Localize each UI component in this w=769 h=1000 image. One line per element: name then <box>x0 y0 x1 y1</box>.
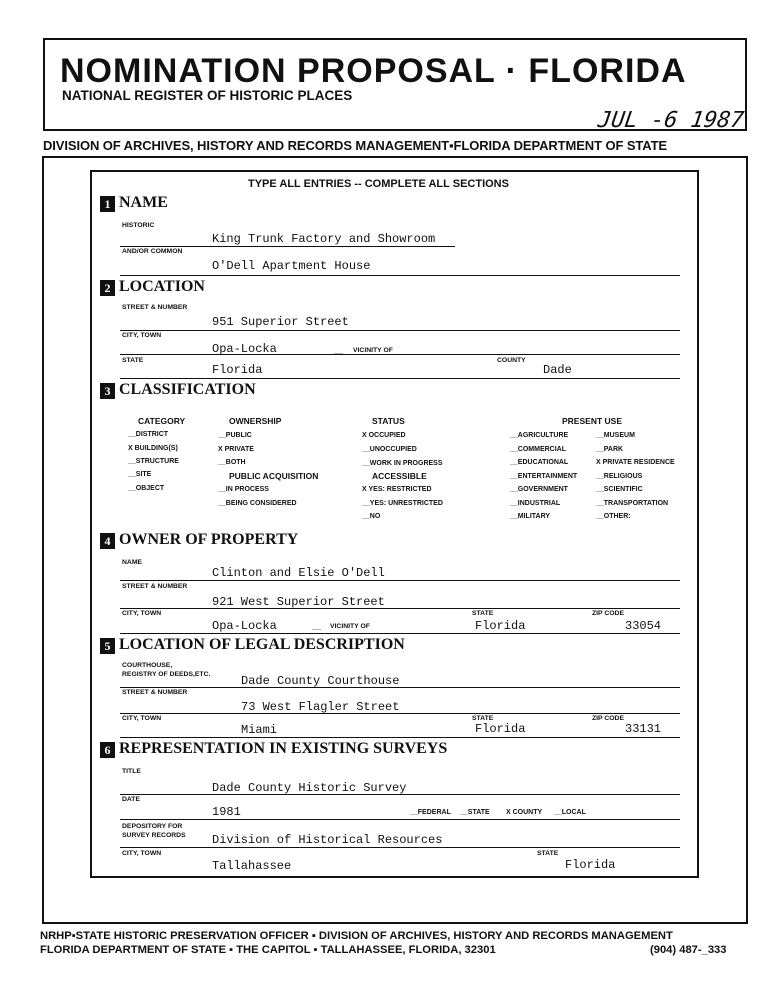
survey-state-field[interactable]: Florida <box>565 858 616 872</box>
category-option[interactable]: X BUILDING(S) <box>128 445 178 452</box>
owner-state-label: STATE <box>472 610 494 617</box>
rule <box>120 608 680 609</box>
accessible-option[interactable]: __YES: UNRESTRICTED <box>362 500 443 507</box>
rule <box>120 847 680 848</box>
category-option[interactable]: __SITE <box>128 471 152 478</box>
category-option[interactable]: __DISTRICT <box>128 431 169 438</box>
acquisition-option[interactable]: __IN PROCESS <box>218 486 269 493</box>
footer-phone: (904) 487-_333 <box>650 944 727 956</box>
legal-street-label: STREET & NUMBER <box>122 689 188 696</box>
owner-zip-label: ZIP CODE <box>592 610 624 617</box>
rule <box>120 354 680 355</box>
accessible-option[interactable]: __NO <box>362 513 381 520</box>
historic-label: HISTORIC <box>122 222 155 229</box>
section-6-number: 6 <box>100 742 115 758</box>
status-heading: STATUS <box>372 416 405 426</box>
vicinity-label: VICINITY OF <box>353 347 393 354</box>
form-inner-border <box>90 170 699 878</box>
present-use-option[interactable]: __MUSEUM <box>596 432 635 439</box>
rule <box>120 580 680 581</box>
section-6-title: REPRESENTATION IN EXISTING SURVEYS <box>119 740 448 757</box>
section-4-number: 4 <box>100 533 115 549</box>
date-stamp: JUL -6 1987 <box>596 108 746 133</box>
legal-state-label: STATE <box>472 715 494 722</box>
legal-state-field[interactable]: Florida <box>475 722 526 736</box>
present-use-option[interactable]: __OTHER: <box>596 513 631 520</box>
present-use-option[interactable]: __ENTERTAINMENT <box>510 473 578 480</box>
rule <box>120 378 680 379</box>
rule <box>120 275 680 276</box>
location-state-field[interactable]: Florida <box>212 363 263 377</box>
section-4-title: OWNER OF PROPERTY <box>119 531 299 548</box>
present-use-option[interactable]: __TRANSPORTATION <box>596 500 669 507</box>
common-name-field[interactable]: O'Dell Apartment House <box>212 259 371 273</box>
vicinity-mark[interactable]: __ <box>334 346 343 355</box>
rule <box>120 687 680 688</box>
legal-street-field[interactable]: 73 West Flagler Street <box>241 700 400 714</box>
present-use-option[interactable]: __SCIENTIFIC <box>596 486 643 493</box>
survey-date-field[interactable]: 1981 <box>212 805 241 819</box>
owner-vicinity-label: VICINITY OF <box>330 623 370 630</box>
section-5-number: 5 <box>100 638 115 654</box>
section-1-title: NAME <box>119 194 168 211</box>
status-option[interactable]: X OCCUPIED <box>362 432 406 439</box>
present-use-option[interactable]: __RELIGIOUS <box>596 473 643 480</box>
rule <box>120 737 680 738</box>
ownership-heading: OWNERSHIP <box>229 416 282 426</box>
survey-level-option[interactable]: __STATE <box>460 809 490 816</box>
present-use-option[interactable]: __AGRICULTURE <box>510 432 569 439</box>
present-use-option[interactable]: X PRIVATE RESIDENCE <box>596 459 675 466</box>
owner-zip-field[interactable]: 33054 <box>625 619 662 633</box>
rule <box>120 794 680 795</box>
owner-vicinity-mark[interactable]: __ <box>312 622 321 631</box>
survey-title-label: TITLE <box>122 768 141 775</box>
ownership-option[interactable]: __PUBLIC <box>218 432 252 439</box>
owner-city-label: CITY, TOWN <box>122 610 162 617</box>
present-use-option[interactable]: __EDUCATIONAL <box>510 459 569 466</box>
present-use-heading: PRESENT USE <box>562 416 622 426</box>
present-use-option[interactable]: __INDUSTRIAL <box>510 500 561 507</box>
street-label: STREET & NUMBER <box>122 304 188 311</box>
legal-city-field[interactable]: Miami <box>241 723 278 737</box>
survey-level-option[interactable]: __LOCAL <box>554 809 586 816</box>
form-title: NOMINATION PROPOSAL · FLORIDA <box>60 52 687 90</box>
footer-line-1: NRHP▪STATE HISTORIC PRESERVATION OFFICER ▪ DIVISION OF ARCHIVES, HISTORY AND RECORDS MANAGEMENT <box>40 930 673 942</box>
section-5-title: LOCATION OF LEGAL DESCRIPTION <box>119 636 405 653</box>
survey-title-field[interactable]: Dade County Historic Survey <box>212 781 407 795</box>
survey-city-label: CITY, TOWN <box>122 850 162 857</box>
common-label: AND/OR COMMON <box>122 248 183 255</box>
city-label: CITY, TOWN <box>122 332 162 339</box>
courthouse-field[interactable]: Dade County Courthouse <box>241 674 400 688</box>
division-banner: DIVISION OF ARCHIVES, HISTORY AND RECORDS MANAGEMENT▪FLORIDA DEPARTMENT OF STATE <box>43 138 667 153</box>
section-2-title: LOCATION <box>119 278 205 295</box>
acquisition-option[interactable]: __BEING CONSIDERED <box>218 500 297 507</box>
depository-field[interactable]: Division of Historical Resources <box>212 833 443 847</box>
status-option[interactable]: __WORK IN PROGRESS <box>362 460 443 467</box>
section-3-title: CLASSIFICATION <box>119 381 256 398</box>
location-county-field[interactable]: Dade <box>543 363 572 377</box>
owner-state-field[interactable]: Florida <box>475 619 526 633</box>
historic-name-field[interactable]: King Trunk Factory and Showroom <box>212 232 436 246</box>
owner-street-field[interactable]: 921 West Superior Street <box>212 595 385 609</box>
state-label: STATE <box>122 357 144 364</box>
owner-city-field[interactable]: Opa-Locka <box>212 619 277 633</box>
section-1-number: 1 <box>100 196 115 212</box>
registry-label: REGISTRY OF DEEDS,ETC. <box>122 671 211 678</box>
section-3-number: 3 <box>100 383 115 399</box>
category-option[interactable]: __STRUCTURE <box>128 458 179 465</box>
status-option[interactable]: __UNOCCUPIED <box>362 446 417 453</box>
survey-city-field[interactable]: Tallahassee <box>212 859 292 873</box>
rule <box>120 330 680 331</box>
rule <box>120 819 680 820</box>
acquisition-heading: PUBLIC ACQUISITION <box>229 471 319 481</box>
inner-bottom-rule <box>90 876 699 878</box>
present-use-option[interactable]: __GOVERNMENT <box>510 486 568 493</box>
survey-records-label: SURVEY RECORDS <box>122 832 186 839</box>
present-use-option[interactable]: __COMMERCIAL <box>510 446 567 453</box>
county-label: COUNTY <box>497 357 526 364</box>
form-subtitle: NATIONAL REGISTER OF HISTORIC PLACES <box>62 88 353 103</box>
courthouse-label: COURTHOUSE, <box>122 662 173 669</box>
owner-name-label: NAME <box>122 559 143 566</box>
survey-level-option[interactable]: X COUNTY <box>506 809 543 816</box>
ownership-option[interactable]: __BOTH <box>218 459 246 466</box>
owner-street-label: STREET & NUMBER <box>122 583 188 590</box>
legal-city-label: CITY, TOWN <box>122 715 162 722</box>
rule <box>120 246 455 247</box>
legal-zip-label: ZIP CODE <box>592 715 624 722</box>
category-option[interactable]: __OBJECT <box>128 485 165 492</box>
instructions: TYPE ALL ENTRIES -- COMPLETE ALL SECTIONS <box>248 178 509 190</box>
location-street-field[interactable]: 951 Superior Street <box>212 315 349 329</box>
category-heading: CATEGORY <box>138 416 186 426</box>
rule <box>120 633 680 634</box>
owner-name-field[interactable]: Clinton and Elsie O'Dell <box>212 566 385 580</box>
location-city-field[interactable]: Opa-Locka <box>212 342 277 356</box>
footer-line-2: FLORIDA DEPARTMENT OF STATE ▪ THE CAPITOL ▪ TALLAHASSEE, FLORIDA, 32301 <box>40 944 496 956</box>
survey-state-label: STATE <box>537 850 559 857</box>
survey-level-option[interactable]: __FEDERAL <box>410 809 451 816</box>
survey-date-label: DATE <box>122 796 140 803</box>
present-use-option[interactable]: __MILITARY <box>510 513 551 520</box>
ownership-option[interactable]: X PRIVATE <box>218 446 254 453</box>
section-2-number: 2 <box>100 280 115 296</box>
present-use-option[interactable]: __PARK <box>596 446 624 453</box>
depository-label: DEPOSITORY FOR <box>122 823 183 830</box>
legal-zip-field[interactable]: 33131 <box>625 722 662 736</box>
accessible-heading: ACCESSIBLE <box>372 471 427 481</box>
rule <box>120 713 680 714</box>
accessible-option[interactable]: X YES: RESTRICTED <box>362 486 432 493</box>
